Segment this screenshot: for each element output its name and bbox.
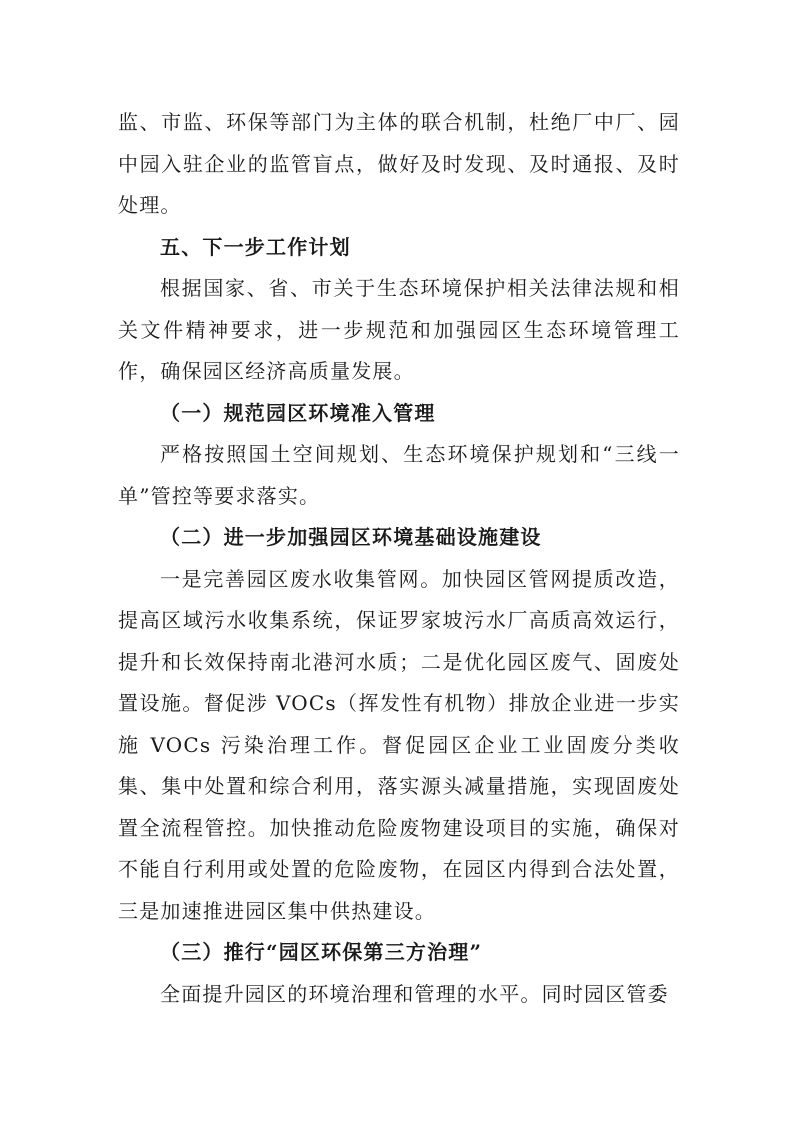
subheading-2: （二）进一步加强园区环境基础设施建设 (160, 525, 542, 549)
subheading-3: （三）推行“园区环保第三方治理” (160, 940, 483, 964)
paragraph-continued: 监、市监、环保等部门为主体的联合机制，杜绝厂中厂、园中园入驻企业的监管盲点，做好及时发现、及时通报、及时处理。 (118, 110, 680, 217)
subheading-1: （一）规范园区环境准入管理 (160, 400, 436, 425)
paragraph-third-party: 全面提升园区的环境治理和管理的水平。同时园区管委 (160, 981, 669, 1006)
section-heading-5: 五、下一步工作计划 (160, 234, 351, 259)
paragraph-infrastructure: 一是完善园区废水收集管网。加快园区管网提质改造，提高区域污水收集系统，保证罗家坡污水厂高质高效运行，提升和长效保持南北港河水质；二是优化园区废气、固废处置设施。督促涉 VOCs（挥发性有机物）排放企业进一步实施 VOCs 污染治理工作。督促园区企业工业固废分类收集、集中处置和综合利用，落实源头减量措施，实现固废处置全流程管控。加快推动危险废物建设项目的实施，确保对不能自行利用或处置的危险废物，在园区内得到合法处置，三是加速推进园区集中供热建设。 (118, 566, 680, 923)
paragraph-access-management: 严格按照国土空间规划、生态环境保护规划和“三线一单”管控等要求落实。 (118, 442, 680, 508)
document-body (118, 102, 680, 1015)
paragraph-plan-intro: 根据国家、省、市关于生态环境保护相关法律法规和相关文件精神要求，进一步规范和加强园区生态环境管理工作，确保园区经济高质量发展。 (118, 276, 680, 383)
